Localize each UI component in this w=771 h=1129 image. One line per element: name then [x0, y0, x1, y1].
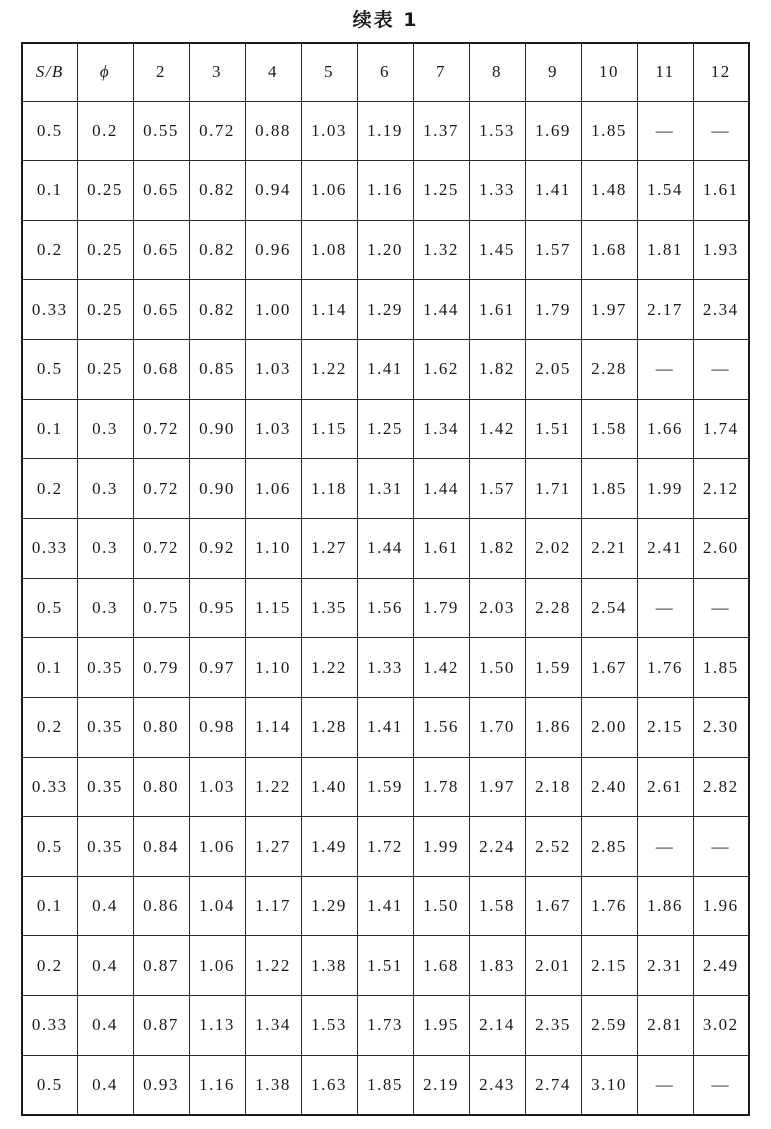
header-cell: 2 [133, 43, 189, 101]
table-cell: 1.42 [469, 399, 525, 459]
table-cell: 1.53 [469, 101, 525, 161]
table-cell: 1.33 [357, 638, 413, 698]
table-cell: 0.82 [189, 220, 245, 280]
table-cell: 1.58 [469, 876, 525, 936]
table-cell: 0.55 [133, 101, 189, 161]
table-cell: 1.31 [357, 459, 413, 519]
table-cell: 1.57 [525, 220, 581, 280]
table-cell: 0.2 [77, 101, 133, 161]
table-cell: 1.14 [301, 280, 357, 340]
table-cell: 1.79 [413, 578, 469, 638]
table-cell: 0.1 [22, 638, 77, 698]
table-cell: 1.25 [357, 399, 413, 459]
table-cell: 1.33 [469, 161, 525, 221]
table-cell: — [637, 340, 693, 400]
table-cell: 0.80 [133, 757, 189, 817]
table-cell: 2.82 [693, 757, 749, 817]
table-cell: 0.2 [22, 697, 77, 757]
table-cell: 1.68 [581, 220, 637, 280]
table-cell: 1.57 [469, 459, 525, 519]
table-cell: 0.87 [133, 996, 189, 1056]
table-cell: 1.00 [245, 280, 301, 340]
table-cell: 1.29 [357, 280, 413, 340]
table-cell: 2.52 [525, 817, 581, 877]
table-cell: 1.13 [189, 996, 245, 1056]
table-cell: 2.24 [469, 817, 525, 877]
table-cell: 2.03 [469, 578, 525, 638]
table-cell: 0.1 [22, 399, 77, 459]
table-row [22, 340, 749, 400]
table-cell: 2.01 [525, 936, 581, 996]
table-cell: 1.50 [413, 876, 469, 936]
table-cell: 1.67 [525, 876, 581, 936]
table-cell: 2.61 [637, 757, 693, 817]
table-row [22, 817, 749, 877]
table-cell: 1.41 [525, 161, 581, 221]
table-cell: 0.25 [77, 280, 133, 340]
table-cell: 3.10 [581, 1055, 637, 1115]
table-cell: 1.34 [245, 996, 301, 1056]
table-cell: — [693, 1055, 749, 1115]
table-row [22, 757, 749, 817]
table-cell: 2.17 [637, 280, 693, 340]
table-cell: 1.74 [693, 399, 749, 459]
table-cell: 1.10 [245, 638, 301, 698]
table-cell: 1.86 [637, 876, 693, 936]
table-cell: 1.61 [469, 280, 525, 340]
table-cell: 2.60 [693, 518, 749, 578]
table-cell: 1.97 [469, 757, 525, 817]
table-cell: 1.08 [301, 220, 357, 280]
table-row [22, 101, 749, 161]
table-cell: 0.92 [189, 518, 245, 578]
table-cell: 0.35 [77, 817, 133, 877]
header-cell: 10 [581, 43, 637, 101]
table-cell: 1.38 [301, 936, 357, 996]
table-cell: 0.98 [189, 697, 245, 757]
table-cell: 1.03 [301, 101, 357, 161]
table-cell: 2.41 [637, 518, 693, 578]
table-cell: 1.81 [637, 220, 693, 280]
table-cell: 1.22 [245, 936, 301, 996]
table-cell: 1.06 [189, 817, 245, 877]
table-title: 续表 1 [352, 9, 419, 31]
table-cell: 1.41 [357, 876, 413, 936]
table-cell: 0.3 [77, 578, 133, 638]
table-cell: 1.58 [581, 399, 637, 459]
table-cell: 0.4 [77, 936, 133, 996]
table-cell: 1.10 [245, 518, 301, 578]
table-cell: — [637, 578, 693, 638]
table-cell: 0.90 [189, 459, 245, 519]
table-row [22, 936, 749, 996]
table-row [22, 638, 749, 698]
table-cell: 1.29 [301, 876, 357, 936]
table-cell: 1.40 [301, 757, 357, 817]
table-cell: 0.1 [22, 161, 77, 221]
table-cell: 0.35 [77, 638, 133, 698]
table-cell: 0.35 [77, 757, 133, 817]
table-cell: — [693, 817, 749, 877]
table-cell: 1.70 [469, 697, 525, 757]
table-row [22, 1055, 749, 1115]
table-cell: 1.42 [413, 638, 469, 698]
table-cell: 1.56 [413, 697, 469, 757]
header-row [22, 43, 749, 101]
table-row [22, 399, 749, 459]
table-cell: 2.02 [525, 518, 581, 578]
table-cell: — [693, 578, 749, 638]
table-cell: 0.80 [133, 697, 189, 757]
table-cell: 1.76 [637, 638, 693, 698]
table-cell: 0.33 [22, 280, 77, 340]
table-cell: 1.16 [189, 1055, 245, 1115]
header-cell: 7 [413, 43, 469, 101]
table-cell: 0.72 [133, 459, 189, 519]
table-cell: 0.35 [77, 697, 133, 757]
table-cell: 0.87 [133, 936, 189, 996]
table-cell: 0.2 [22, 220, 77, 280]
table-cell: 0.72 [133, 399, 189, 459]
table-cell: 1.15 [245, 578, 301, 638]
data-table [21, 42, 750, 1116]
table-cell: 1.61 [413, 518, 469, 578]
table-cell: 1.37 [413, 101, 469, 161]
table-cell: 1.48 [581, 161, 637, 221]
table-cell: 1.44 [357, 518, 413, 578]
table-cell: 0.93 [133, 1055, 189, 1115]
table-cell: 0.68 [133, 340, 189, 400]
table-cell: 2.18 [525, 757, 581, 817]
header-cell: 9 [525, 43, 581, 101]
header-cell: 12 [693, 43, 749, 101]
table-cell: 1.73 [357, 996, 413, 1056]
table-cell: 2.19 [413, 1055, 469, 1115]
table-cell: 1.03 [245, 399, 301, 459]
table-cell: 1.32 [413, 220, 469, 280]
table-cell: 0.65 [133, 280, 189, 340]
table-cell: 0.90 [189, 399, 245, 459]
table-cell: 1.22 [245, 757, 301, 817]
table-cell: 1.06 [189, 936, 245, 996]
table-cell: 2.05 [525, 340, 581, 400]
table-cell: 1.85 [581, 101, 637, 161]
table-cell: 0.65 [133, 220, 189, 280]
table-cell: 2.74 [525, 1055, 581, 1115]
table-cell: 0.82 [189, 161, 245, 221]
table-cell: 2.49 [693, 936, 749, 996]
table-cell: 0.25 [77, 220, 133, 280]
table-cell: 1.51 [357, 936, 413, 996]
table-cell: 0.84 [133, 817, 189, 877]
table-cell: 1.19 [357, 101, 413, 161]
table-cell: 1.04 [189, 876, 245, 936]
table-cell: 2.00 [581, 697, 637, 757]
table-cell: 2.28 [581, 340, 637, 400]
table-cell: 1.59 [357, 757, 413, 817]
table-cell: 2.43 [469, 1055, 525, 1115]
table-cell: 1.15 [301, 399, 357, 459]
table-cell: 1.27 [301, 518, 357, 578]
table-cell: 1.14 [245, 697, 301, 757]
table-cell: 1.59 [525, 638, 581, 698]
table-cell: 0.72 [189, 101, 245, 161]
table-cell: 0.5 [22, 101, 77, 161]
table-cell: 0.72 [133, 518, 189, 578]
header-cell-sb: S/B [22, 43, 77, 101]
table-cell: 1.54 [637, 161, 693, 221]
table-cell: 2.85 [581, 817, 637, 877]
header-cell: 8 [469, 43, 525, 101]
table-cell: 1.61 [693, 161, 749, 221]
table-cell: 0.82 [189, 280, 245, 340]
table-cell: 1.76 [581, 876, 637, 936]
table-cell: 1.41 [357, 340, 413, 400]
table-cell: 1.83 [469, 936, 525, 996]
table-cell: 1.18 [301, 459, 357, 519]
table-cell: 0.33 [22, 757, 77, 817]
table-cell: 1.96 [693, 876, 749, 936]
table-cell: 1.03 [245, 340, 301, 400]
table-cell: 1.99 [413, 817, 469, 877]
table-cell: 0.1 [22, 876, 77, 936]
table-cell: 2.81 [637, 996, 693, 1056]
table-cell: 2.30 [693, 697, 749, 757]
table-cell: 0.95 [189, 578, 245, 638]
table-cell: 2.21 [581, 518, 637, 578]
table-cell: 0.2 [22, 459, 77, 519]
table-cell: 1.95 [413, 996, 469, 1056]
table-cell: 1.06 [301, 161, 357, 221]
table-cell: 1.85 [693, 638, 749, 698]
table-cell: 1.51 [525, 399, 581, 459]
table-cell: 1.85 [581, 459, 637, 519]
table-cell: 0.3 [77, 459, 133, 519]
table-cell: 0.75 [133, 578, 189, 638]
table-cell: 1.69 [525, 101, 581, 161]
table-cell: 1.17 [245, 876, 301, 936]
table-row [22, 280, 749, 340]
table-cell: 2.12 [693, 459, 749, 519]
table-cell: 1.97 [581, 280, 637, 340]
table-row [22, 459, 749, 519]
table-cell: 1.25 [413, 161, 469, 221]
table-cell: 1.44 [413, 459, 469, 519]
table-cell: 2.14 [469, 996, 525, 1056]
table-cell: 1.35 [301, 578, 357, 638]
table-body [22, 101, 749, 1115]
table-cell: 1.79 [525, 280, 581, 340]
table-cell: 1.45 [469, 220, 525, 280]
table-cell: 1.53 [301, 996, 357, 1056]
table-cell: 0.25 [77, 340, 133, 400]
table-cell: 0.79 [133, 638, 189, 698]
table-cell: 2.31 [637, 936, 693, 996]
table-cell: 1.93 [693, 220, 749, 280]
table-row [22, 518, 749, 578]
table-cell: 2.59 [581, 996, 637, 1056]
table-row [22, 220, 749, 280]
table-cell: — [637, 817, 693, 877]
table-cell: 1.22 [301, 638, 357, 698]
table-cell: 0.96 [245, 220, 301, 280]
table-cell: 1.67 [581, 638, 637, 698]
table-cell: — [693, 101, 749, 161]
table-cell: 1.27 [245, 817, 301, 877]
table-cell: 1.03 [189, 757, 245, 817]
table-cell: 0.5 [22, 1055, 77, 1115]
table-cell: 0.94 [245, 161, 301, 221]
table-cell: 1.38 [245, 1055, 301, 1115]
table-cell: 1.20 [357, 220, 413, 280]
table-cell: 0.3 [77, 518, 133, 578]
table-cell: 2.40 [581, 757, 637, 817]
header-cell: 6 [357, 43, 413, 101]
table-cell: 1.68 [413, 936, 469, 996]
header-cell: 5 [301, 43, 357, 101]
table-cell: — [637, 101, 693, 161]
table-cell: 0.85 [189, 340, 245, 400]
table-cell: 0.33 [22, 518, 77, 578]
table-cell: 1.99 [637, 459, 693, 519]
table-cell: 0.97 [189, 638, 245, 698]
table-cell: 2.15 [581, 936, 637, 996]
table-cell: 1.50 [469, 638, 525, 698]
table-cell: 2.28 [525, 578, 581, 638]
table-cell: — [693, 340, 749, 400]
table-cell: 1.82 [469, 340, 525, 400]
table-cell: 1.22 [301, 340, 357, 400]
table-cell: 1.82 [469, 518, 525, 578]
table-cell: 0.5 [22, 340, 77, 400]
table-cell: 0.86 [133, 876, 189, 936]
table-cell: 1.66 [637, 399, 693, 459]
table-cell: 1.34 [413, 399, 469, 459]
table-cell: 0.25 [77, 161, 133, 221]
table-cell: 2.34 [693, 280, 749, 340]
table-cell: 1.72 [357, 817, 413, 877]
table-row [22, 996, 749, 1056]
table-cell: 1.86 [525, 697, 581, 757]
table-cell: 2.15 [637, 697, 693, 757]
table-cell: 2.35 [525, 996, 581, 1056]
table-cell: 1.62 [413, 340, 469, 400]
table-cell: 3.02 [693, 996, 749, 1056]
table-row [22, 578, 749, 638]
table-cell: 0.33 [22, 996, 77, 1056]
table-cell: 0.4 [77, 876, 133, 936]
table-cell: 1.16 [357, 161, 413, 221]
table-cell: — [637, 1055, 693, 1115]
header-cell-phi: ϕ [77, 43, 133, 101]
table-cell: 0.3 [77, 399, 133, 459]
table-cell: 0.4 [77, 996, 133, 1056]
table-cell: 0.5 [22, 817, 77, 877]
table-cell: 0.65 [133, 161, 189, 221]
table-row [22, 161, 749, 221]
table-cell: 2.54 [581, 578, 637, 638]
table-cell: 1.06 [245, 459, 301, 519]
header-cell: 3 [189, 43, 245, 101]
table-row [22, 697, 749, 757]
header-cell: 4 [245, 43, 301, 101]
table-cell: 0.5 [22, 578, 77, 638]
table-cell: 1.71 [525, 459, 581, 519]
table-cell: 1.44 [413, 280, 469, 340]
table-cell: 0.4 [77, 1055, 133, 1115]
table-row [22, 876, 749, 936]
table-cell: 1.63 [301, 1055, 357, 1115]
table-cell: 1.49 [301, 817, 357, 877]
table-cell: 1.28 [301, 697, 357, 757]
table-cell: 1.85 [357, 1055, 413, 1115]
table-cell: 1.56 [357, 578, 413, 638]
table-cell: 0.88 [245, 101, 301, 161]
table-cell: 0.2 [22, 936, 77, 996]
table-cell: 1.41 [357, 697, 413, 757]
table-cell: 1.78 [413, 757, 469, 817]
header-cell: 11 [637, 43, 693, 101]
